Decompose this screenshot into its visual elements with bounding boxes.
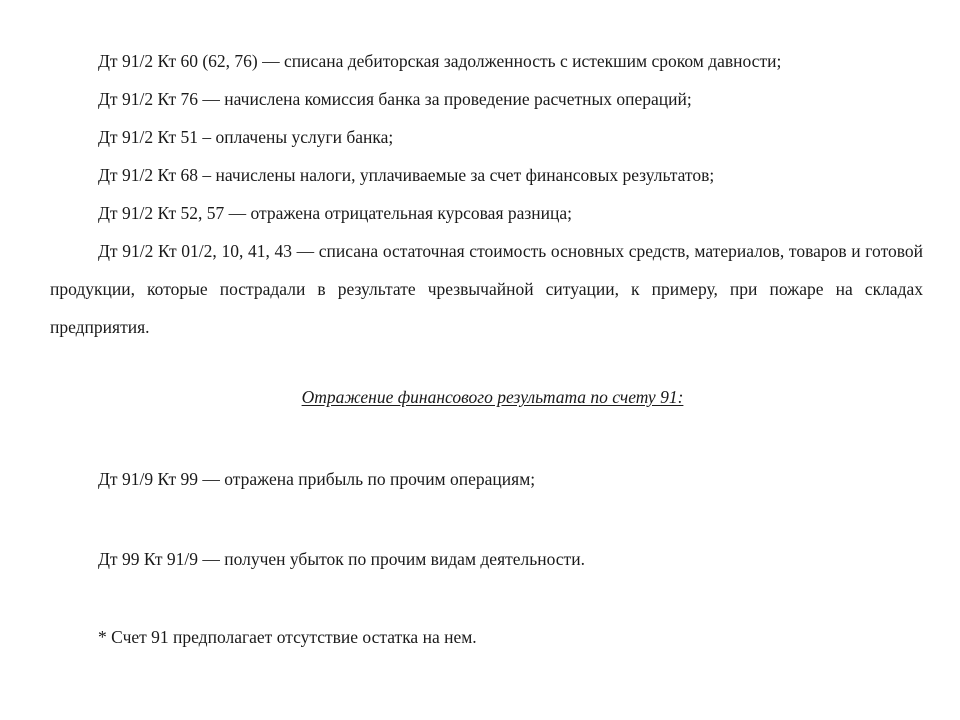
entry-loss: Дт 99 Кт 91/9 — получен убыток по прочим видам деятельности. [98,549,585,569]
footnote: * Счет 91 предполагает отсутствие остатка на нем. [98,627,477,647]
entry-profit: Дт 91/9 Кт 99 — отражена прибыль по прочим операциям; [98,469,536,489]
entry-exchange-difference: Дт 91/2 Кт 52, 57 — отражена отрицательная курсовая разница; [98,203,573,223]
section-heading: Отражение финансового результата по счету 91: [301,387,684,407]
entry-residual-value: Дт 91/2 Кт 01/2, 10, 41, 43 — списана остаточная стоимость основных средств, материалов, товаров и готовой продукции, которые пострадали в результате чрезвычайной ситуации, к примеру, при пожаре на складах предприятия. [50,241,923,337]
document-page [50,42,923,656]
entry-bank-commission: Дт 91/2 Кт 76 — начислена комиссия банка за проведение расчетных операций; [98,89,692,109]
entry-taxes: Дт 91/2 Кт 68 – начислены налоги, уплачиваемые за счет финансовых результатов; [98,165,715,185]
entry-bad-debt: Дт 91/2 Кт 60 (62, 76) — списана дебиторская задолженность с истекшим сроком давности; [98,51,782,71]
entry-bank-services: Дт 91/2 Кт 51 – оплачены услуги банка; [98,127,394,147]
